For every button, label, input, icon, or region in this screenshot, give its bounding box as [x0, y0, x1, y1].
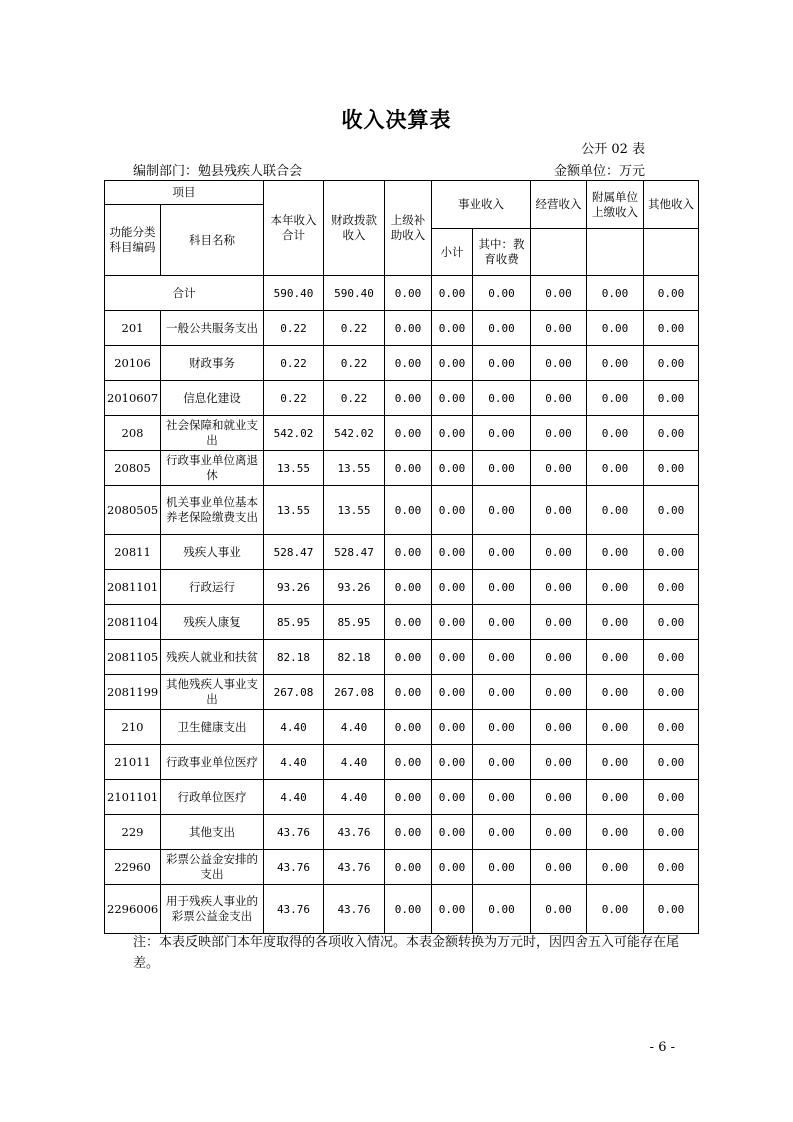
header-business: 事业收入 [432, 181, 531, 229]
total-cell-other: 0.00 [644, 276, 699, 311]
cell-other: 0.00 [644, 346, 699, 381]
cell-affiliate: 0.00 [587, 745, 644, 780]
cell-name: 用于残疾人事业的彩票公益金支出 [161, 885, 264, 934]
cell-subtotal: 0.00 [432, 640, 473, 675]
cell-name: 行政单位医疗 [161, 780, 264, 815]
cell-other: 0.00 [644, 311, 699, 346]
cell-operating: 0.00 [531, 745, 587, 780]
cell-edu: 0.00 [473, 346, 531, 381]
cell-total: 267.08 [264, 675, 324, 710]
cell-code: 2296006 [105, 885, 161, 934]
cell-edu: 0.00 [473, 815, 531, 850]
cell-edu: 0.00 [473, 710, 531, 745]
cell-operating: 0.00 [531, 780, 587, 815]
cell-code: 2081101 [105, 570, 161, 605]
cell-affiliate: 0.00 [587, 850, 644, 885]
cell-subtotal: 0.00 [432, 745, 473, 780]
cell-code: 2080505 [105, 486, 161, 535]
form-number: 公开 02 表 [581, 142, 645, 157]
cell-operating: 0.00 [531, 381, 587, 416]
cell-name: 其他支出 [161, 815, 264, 850]
cell-affiliate: 0.00 [587, 416, 644, 451]
cell-operating: 0.00 [531, 850, 587, 885]
cell-affiliate: 0.00 [587, 815, 644, 850]
cell-affiliate: 0.00 [587, 710, 644, 745]
cell-fiscal: 528.47 [324, 535, 385, 570]
cell-name: 行政运行 [161, 570, 264, 605]
cell-edu: 0.00 [473, 640, 531, 675]
cell-edu: 0.00 [473, 381, 531, 416]
cell-subtotal: 0.00 [432, 605, 473, 640]
cell-other: 0.00 [644, 745, 699, 780]
cell-affiliate: 0.00 [587, 605, 644, 640]
cell-other: 0.00 [644, 605, 699, 640]
total-cell-total: 590.40 [264, 276, 324, 311]
table-row [105, 570, 699, 605]
total-cell-operating: 0.00 [531, 276, 587, 311]
cell-name: 社会保障和就业支出 [161, 416, 264, 451]
page-number: - 6 - [649, 1040, 675, 1055]
cell-upper: 0.00 [385, 311, 432, 346]
cell-name: 机关事业单位基本养老保险缴费支出 [161, 486, 264, 535]
cell-upper: 0.00 [385, 416, 432, 451]
cell-fiscal: 43.76 [324, 850, 385, 885]
total-cell-upper: 0.00 [385, 276, 432, 311]
cell-fiscal: 4.40 [324, 745, 385, 780]
cell-code: 2101101 [105, 780, 161, 815]
cell-total: 43.76 [264, 815, 324, 850]
cell-operating: 0.00 [531, 640, 587, 675]
cell-name: 一般公共服务支出 [161, 311, 264, 346]
table-row [105, 745, 699, 780]
total-cell-subtotal: 0.00 [432, 276, 473, 311]
cell-upper: 0.00 [385, 745, 432, 780]
table-note: 注：本表反映部门本年度取得的各项收入情况。本表金额转换为万元时，因四舍五入可能存在尾差。 [133, 935, 680, 971]
cell-total: 542.02 [264, 416, 324, 451]
cell-fiscal: 0.22 [324, 346, 385, 381]
total-cell-affiliate: 0.00 [587, 276, 644, 311]
cell-total: 13.55 [264, 486, 324, 535]
cell-subtotal: 0.00 [432, 710, 473, 745]
cell-subtotal: 0.00 [432, 850, 473, 885]
cell-operating: 0.00 [531, 885, 587, 934]
cell-upper: 0.00 [385, 346, 432, 381]
cell-edu: 0.00 [473, 451, 531, 486]
cell-total: 93.26 [264, 570, 324, 605]
cell-other: 0.00 [644, 451, 699, 486]
income-table [104, 180, 699, 934]
cell-code: 2081104 [105, 605, 161, 640]
cell-edu: 0.00 [473, 850, 531, 885]
cell-subtotal: 0.00 [432, 885, 473, 934]
cell-code: 2010607 [105, 381, 161, 416]
cell-operating: 0.00 [531, 416, 587, 451]
cell-subtotal: 0.00 [432, 451, 473, 486]
cell-subtotal: 0.00 [432, 311, 473, 346]
cell-total: 85.95 [264, 605, 324, 640]
cell-fiscal: 542.02 [324, 416, 385, 451]
cell-name: 信息化建设 [161, 381, 264, 416]
cell-code: 21011 [105, 745, 161, 780]
cell-fiscal: 93.26 [324, 570, 385, 605]
header-affiliate: 附属单位上缴收入 [587, 181, 644, 229]
cell-other: 0.00 [644, 640, 699, 675]
cell-total: 0.22 [264, 381, 324, 416]
cell-total: 43.76 [264, 850, 324, 885]
cell-edu: 0.00 [473, 675, 531, 710]
cell-other: 0.00 [644, 675, 699, 710]
cell-fiscal: 4.40 [324, 710, 385, 745]
header-upper: 上级补助收入 [385, 181, 432, 276]
table-row [105, 885, 699, 934]
cell-other: 0.00 [644, 815, 699, 850]
header-edu: 其中：教育收费 [473, 229, 531, 276]
cell-total: 13.55 [264, 451, 324, 486]
cell-edu: 0.00 [473, 605, 531, 640]
cell-code: 2081105 [105, 640, 161, 675]
cell-operating: 0.00 [531, 605, 587, 640]
cell-edu: 0.00 [473, 570, 531, 605]
cell-subtotal: 0.00 [432, 815, 473, 850]
cell-name: 彩票公益金安排的支出 [161, 850, 264, 885]
cell-upper: 0.00 [385, 850, 432, 885]
unit-label: 金额单位：万元 [553, 164, 645, 179]
cell-name: 其他残疾人事业支出 [161, 675, 264, 710]
table-row [105, 710, 699, 745]
cell-total: 4.40 [264, 745, 324, 780]
table-row [105, 381, 699, 416]
table-row [105, 675, 699, 710]
cell-other: 0.00 [644, 381, 699, 416]
cell-affiliate: 0.00 [587, 346, 644, 381]
cell-subtotal: 0.00 [432, 416, 473, 451]
cell-affiliate: 0.00 [587, 570, 644, 605]
cell-operating: 0.00 [531, 311, 587, 346]
cell-subtotal: 0.00 [432, 780, 473, 815]
page-title: 收入决算表 [341, 107, 452, 132]
cell-name: 卫生健康支出 [161, 710, 264, 745]
cell-name: 残疾人事业 [161, 535, 264, 570]
cell-edu: 0.00 [473, 885, 531, 934]
cell-upper: 0.00 [385, 780, 432, 815]
cell-other: 0.00 [644, 535, 699, 570]
cell-edu: 0.00 [473, 311, 531, 346]
cell-total: 43.76 [264, 885, 324, 934]
cell-affiliate: 0.00 [587, 451, 644, 486]
table-row [105, 815, 699, 850]
table-row [105, 311, 699, 346]
cell-affiliate: 0.00 [587, 535, 644, 570]
cell-other: 0.00 [644, 710, 699, 745]
cell-upper: 0.00 [385, 675, 432, 710]
header-operating: 经营收入 [531, 181, 587, 229]
cell-affiliate: 0.00 [587, 885, 644, 934]
table-row [105, 640, 699, 675]
cell-edu: 0.00 [473, 745, 531, 780]
cell-upper: 0.00 [385, 640, 432, 675]
cell-other: 0.00 [644, 850, 699, 885]
cell-fiscal: 43.76 [324, 885, 385, 934]
cell-name: 行政事业单位医疗 [161, 745, 264, 780]
header-project: 项目 [105, 181, 264, 205]
cell-edu: 0.00 [473, 486, 531, 535]
cell-operating: 0.00 [531, 535, 587, 570]
table-row [105, 486, 699, 535]
cell-subtotal: 0.00 [432, 486, 473, 535]
cell-total: 0.22 [264, 346, 324, 381]
cell-code: 20811 [105, 535, 161, 570]
header-other: 其他收入 [644, 181, 699, 229]
cell-code: 208 [105, 416, 161, 451]
cell-name: 残疾人康复 [161, 605, 264, 640]
cell-operating: 0.00 [531, 451, 587, 486]
cell-total: 528.47 [264, 535, 324, 570]
cell-affiliate: 0.00 [587, 486, 644, 535]
cell-fiscal: 0.22 [324, 381, 385, 416]
cell-upper: 0.00 [385, 605, 432, 640]
cell-total: 4.40 [264, 710, 324, 745]
header-fiscal: 财政拨款收入 [324, 181, 385, 276]
cell-other: 0.00 [644, 570, 699, 605]
cell-code: 210 [105, 710, 161, 745]
cell-upper: 0.00 [385, 381, 432, 416]
cell-subtotal: 0.00 [432, 535, 473, 570]
cell-other: 0.00 [644, 486, 699, 535]
cell-affiliate: 0.00 [587, 780, 644, 815]
table-row [105, 451, 699, 486]
cell-edu: 0.00 [473, 535, 531, 570]
total-row [105, 276, 699, 311]
header-code: 功能分类科目编码 [105, 205, 161, 276]
cell-other: 0.00 [644, 885, 699, 934]
cell-fiscal: 0.22 [324, 311, 385, 346]
cell-other: 0.00 [644, 780, 699, 815]
cell-name: 残疾人就业和扶贫 [161, 640, 264, 675]
cell-code: 20106 [105, 346, 161, 381]
cell-code: 2081199 [105, 675, 161, 710]
cell-edu: 0.00 [473, 416, 531, 451]
cell-subtotal: 0.00 [432, 570, 473, 605]
cell-edu: 0.00 [473, 780, 531, 815]
cell-other: 0.00 [644, 416, 699, 451]
cell-fiscal: 267.08 [324, 675, 385, 710]
cell-fiscal: 13.55 [324, 451, 385, 486]
cell-code: 201 [105, 311, 161, 346]
cell-fiscal: 13.55 [324, 486, 385, 535]
table-row [105, 535, 699, 570]
cell-upper: 0.00 [385, 535, 432, 570]
cell-operating: 0.00 [531, 815, 587, 850]
cell-fiscal: 85.95 [324, 605, 385, 640]
cell-operating: 0.00 [531, 346, 587, 381]
total-cell-fiscal: 590.40 [324, 276, 385, 311]
cell-total: 4.40 [264, 780, 324, 815]
department-label: 编制部门：勉县残疾人联合会 [133, 164, 303, 179]
cell-operating: 0.00 [531, 486, 587, 535]
cell-affiliate: 0.00 [587, 675, 644, 710]
cell-fiscal: 4.40 [324, 780, 385, 815]
cell-code: 229 [105, 815, 161, 850]
cell-fiscal: 82.18 [324, 640, 385, 675]
cell-upper: 0.00 [385, 486, 432, 535]
cell-operating: 0.00 [531, 710, 587, 745]
cell-total: 82.18 [264, 640, 324, 675]
cell-upper: 0.00 [385, 710, 432, 745]
cell-operating: 0.00 [531, 570, 587, 605]
cell-total: 0.22 [264, 311, 324, 346]
header-total: 本年收入合计 [264, 181, 324, 276]
cell-affiliate: 0.00 [587, 640, 644, 675]
table-row [105, 605, 699, 640]
table-row [105, 346, 699, 381]
table-row [105, 416, 699, 451]
total-label: 合计 [105, 276, 264, 311]
cell-code: 20805 [105, 451, 161, 486]
cell-operating: 0.00 [531, 675, 587, 710]
cell-affiliate: 0.00 [587, 381, 644, 416]
table-row [105, 850, 699, 885]
total-cell-edu: 0.00 [473, 276, 531, 311]
cell-upper: 0.00 [385, 885, 432, 934]
cell-name: 行政事业单位离退休 [161, 451, 264, 486]
cell-affiliate: 0.00 [587, 311, 644, 346]
cell-upper: 0.00 [385, 451, 432, 486]
cell-upper: 0.00 [385, 815, 432, 850]
cell-code: 22960 [105, 850, 161, 885]
cell-subtotal: 0.00 [432, 346, 473, 381]
header-name: 科目名称 [161, 205, 264, 276]
cell-upper: 0.00 [385, 570, 432, 605]
table-row [105, 780, 699, 815]
cell-subtotal: 0.00 [432, 675, 473, 710]
header-subtotal: 小计 [432, 229, 473, 276]
cell-subtotal: 0.00 [432, 381, 473, 416]
cell-fiscal: 43.76 [324, 815, 385, 850]
cell-name: 财政事务 [161, 346, 264, 381]
